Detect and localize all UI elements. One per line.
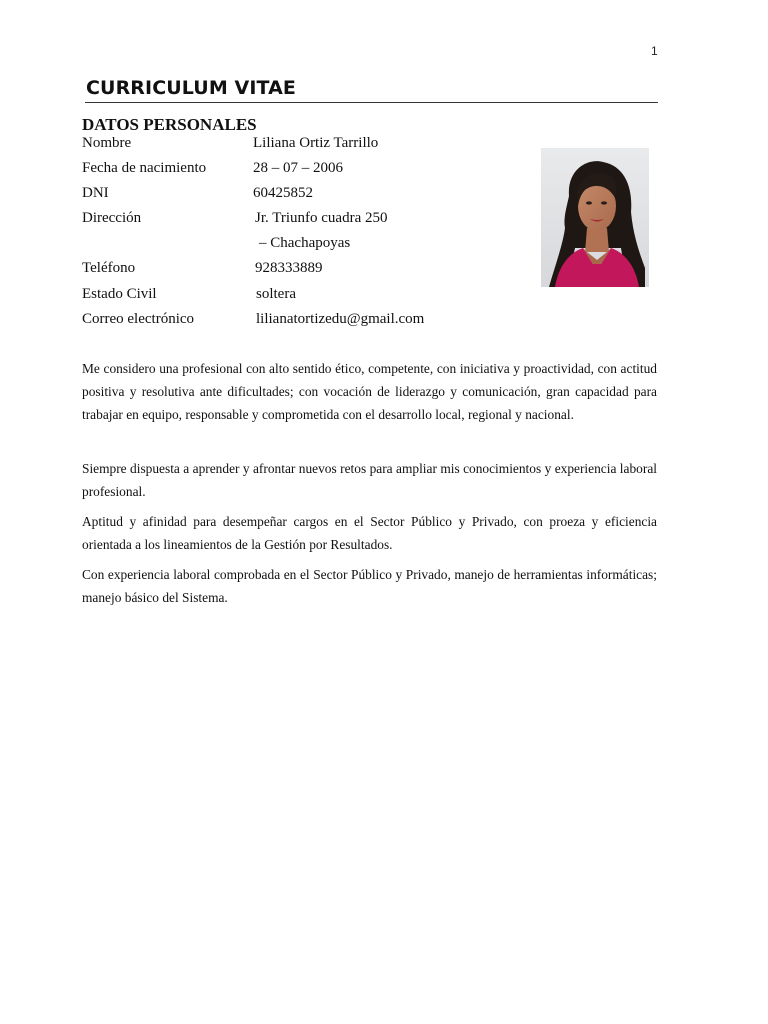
paragraph-learning: Siempre dispuesta a aprender y afrontar nuevos retos para ampliar mis conocimientos y experiencia laboral profesional. (82, 461, 657, 499)
section-heading-personal-data: DATOS PERSONALES (82, 115, 257, 134)
label-nombre: Nombre (82, 135, 132, 151)
paragraph-experience: Con experiencia laboral comprobada en el Sector Público y Privado, manejo de herramientas informáticas; manejo básico del Sistema. (82, 567, 657, 605)
value-nombre: Liliana Ortiz Tarrillo (253, 135, 379, 151)
label-fecha-nacimiento: Fecha de nacimiento (82, 160, 207, 176)
label-direccion: Dirección (82, 210, 142, 226)
page-number: 1 (651, 44, 658, 58)
value-estado-civil: soltera (256, 286, 296, 302)
value-correo: lilianatortizedu@gmail.com (256, 311, 425, 327)
label-telefono: Teléfono (82, 260, 136, 276)
label-estado-civil: Estado Civil (82, 286, 157, 302)
paragraph-aptitude: Aptitud y afinidad para desempeñar cargos en el Sector Público y Privado, con proeza y eficiencia orientada a los lineamientos de la Gestión por Resultados. (82, 514, 657, 552)
value-dni: 60425852 (253, 185, 313, 201)
value-direccion-ciudad: – Chachapoyas (259, 235, 351, 251)
value-direccion: Jr. Triunfo cuadra 250 (255, 210, 388, 226)
value-telefono: 928333889 (255, 260, 323, 276)
label-dni: DNI (82, 185, 109, 201)
value-fecha-nacimiento: 28 – 07 – 2006 (253, 160, 343, 176)
label-correo: Correo electrónico (82, 311, 195, 327)
paragraph-profile: Me considero una profesional con alto sentido ético, competente, con iniciativa y proactividad, con actitud positiva y resolutiva ante dificultades; con vocación de liderazgo y comunicación, gran capacidad para trabajar en equipo, responsable y comprometida con el desarrollo local, regional y nacional. (82, 361, 657, 422)
profile-photo (541, 148, 649, 287)
document-title: CURRICULUM VITAE (86, 77, 296, 99)
title-underline (85, 102, 658, 103)
